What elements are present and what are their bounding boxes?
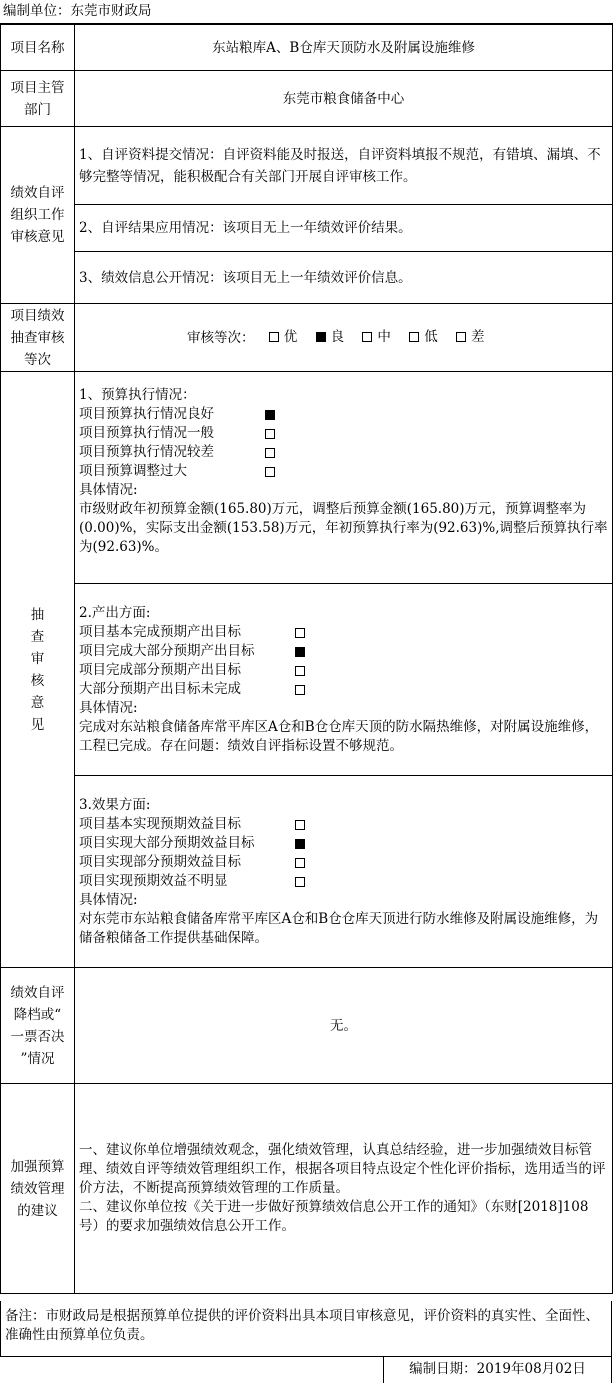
suggestion-label [1, 1084, 75, 1294]
effect-title: 3.效果方面: [79, 797, 151, 813]
suggestion-item-2: 二、建议你单位按《关于进一步做好预算绩效信息公开工作的通知》（东财[2018]108号）的要求加强绩效信息公开工作。 [79, 1199, 589, 1234]
row-audit-opinion-3 [1, 252, 613, 304]
footer-note: 备注：市财政局是根据预算单位提供的评价资料出具本项目审核意见，评价资料的真实性、全面性、准确性由预算单位负责。 [0, 1301, 612, 1357]
department-value: 东莞市粮食储备中心 [75, 71, 613, 127]
output-option[interactable]: 大部分预期产出目标未完成 [79, 680, 608, 699]
compiling-date: 编制日期：2019年08月02日 [383, 1357, 612, 1383]
effect-option[interactable]: 项目实现大部分预期效益目标 [79, 834, 608, 853]
grade-label [1, 304, 75, 372]
audit-opinion-item-1: 1、自评资料提交情况：自评资料能及时报送，自评资料填报不规范，有错填、漏填、不够完整等情况，能积极配合有关部门开展自评审核工作。 [75, 127, 613, 205]
effect-option[interactable]: 项目基本实现预期效益目标 [79, 815, 608, 834]
downgrade-label-line3: 一票否决 [10, 1028, 65, 1045]
budget-option[interactable]: 项目预算执行情况较差 [79, 443, 608, 462]
output-detail-label: 具体情况: [79, 700, 138, 716]
sampling-label-char: 意 [30, 694, 45, 711]
budget-option[interactable]: 项目预算执行情况一般 [79, 424, 608, 443]
suggestion-label-line3: 的建议 [17, 1202, 58, 1219]
budget-title: 1、预算执行情况： [79, 387, 196, 403]
review-table [0, 24, 613, 1294]
effect-option[interactable]: 项目实现部分预期效益目标 [79, 853, 608, 872]
project-name-value: 东站粮库A、B仓库天顶防水及附属设施维修 [75, 25, 613, 71]
grade-option-poor[interactable]: 差 [456, 328, 485, 346]
grade-option-excellent[interactable]: 优 [269, 328, 298, 346]
sampling-label-char: 抽 [30, 606, 45, 623]
checkbox-icon [295, 839, 305, 849]
row-department [1, 71, 613, 127]
budget-option[interactable]: 项目预算执行情况良好 [79, 405, 608, 424]
row-grade [1, 304, 613, 372]
grade-label-line3: 等次 [24, 351, 51, 368]
checkbox-icon [265, 467, 275, 477]
checkbox-icon [265, 410, 275, 420]
grade-option-low[interactable]: 低 [409, 328, 438, 346]
checkbox-icon [295, 820, 305, 830]
grade-prefix: 审核等次： [187, 330, 255, 346]
audit-opinion-item-3: 3、绩效信息公开情况：该项目无上一年绩效评价信息。 [75, 252, 613, 304]
grade-label-line2: 抽查审核 [10, 329, 65, 346]
row-downgrade [1, 968, 613, 1084]
audit-opinion-label [1, 127, 75, 304]
audit-label-line2: 组织工作 [10, 207, 65, 223]
audit-label-line1: 绩效自评 [10, 185, 65, 201]
suggestion-value [75, 1084, 613, 1294]
sampling-label-char: 查 [30, 628, 45, 645]
department-label-line2: 部门 [24, 101, 51, 118]
checkbox-icon [265, 429, 275, 439]
checkbox-icon [409, 332, 419, 342]
output-title: 2.产出方面: [79, 605, 151, 621]
row-sampling-budget [1, 372, 613, 584]
output-option[interactable]: 项目完成部分预期产出目标 [79, 661, 608, 680]
sampling-label-char: 核 [30, 672, 45, 689]
downgrade-label-line4: ”情况 [20, 1050, 55, 1067]
grade-value [75, 304, 613, 372]
suggestion-label-line2: 绩效管理 [10, 1180, 65, 1197]
row-sampling-output [1, 584, 613, 776]
output-option[interactable]: 项目完成大部分预期产出目标 [79, 642, 608, 661]
effect-option[interactable]: 项目实现预期效益不明显 [79, 872, 608, 891]
sampling-label-char: 见 [30, 716, 45, 733]
project-name-label: 项目名称 [1, 25, 75, 71]
suggestion-label-line1: 加强预算 [10, 1158, 65, 1175]
department-label-line1: 项目主管 [10, 79, 65, 96]
suggestion-item-1: 一、建议你单位增强绩效观念，强化绩效管理，认真总结经验，进一步加强绩效目标管理、绩效自评等绩效管理组织工作，根据各项目特点设定个性化评价指标，选用适当的评价方法，不断提高预算绩效管理的工作质量。 [79, 1142, 606, 1196]
output-option[interactable]: 项目基本完成预期产出目标 [79, 623, 608, 642]
sampling-label [1, 372, 75, 968]
row-project-name [1, 25, 613, 71]
grade-option-good[interactable]: 良 [316, 328, 345, 346]
budget-option[interactable]: 项目预算调整过大 [79, 462, 608, 481]
checkbox-icon [316, 332, 326, 342]
sampling-label-char: 审 [30, 650, 45, 667]
row-audit-opinion-2 [1, 205, 613, 252]
effect-detail-label: 具体情况: [79, 892, 138, 908]
output-section [75, 584, 613, 776]
downgrade-label-line2: 降档或“ [13, 1006, 62, 1023]
downgrade-value: 无。 [75, 968, 613, 1084]
budget-detail-label: 具体情况: [79, 482, 138, 498]
budget-section [75, 372, 613, 584]
checkbox-icon [456, 332, 466, 342]
checkbox-icon [295, 628, 305, 638]
grade-option-medium[interactable]: 中 [362, 328, 391, 346]
checkbox-icon [295, 877, 305, 887]
budget-detail: 市级财政年初预算金额(165.80)万元，调整后预算金额(165.80)万元，预算调整率为(0.00)%，实际支出金额(153.58)万元，年初预算执行率为(92.63)%,调整后预算执行率为(92.63)%。 [79, 501, 608, 555]
checkbox-icon [362, 332, 372, 342]
checkbox-icon [269, 332, 279, 342]
checkbox-icon [295, 647, 305, 657]
audit-opinion-item-2: 2、自评结果应用情况：该项目无上一年绩效评价结果。 [75, 205, 613, 252]
row-sampling-effect [1, 776, 613, 968]
grade-label-line1: 项目绩效 [10, 307, 65, 324]
checkbox-icon [295, 685, 305, 695]
output-detail: 完成对东站粮食储备库常平库区A仓和B仓仓库天顶的防水隔热维修，对附属设施维修，工程已完成。存在问题：绩效自评指标设置不够规范。 [79, 719, 599, 754]
effect-detail: 对东莞市东站粮食储备库常平库区A仓和B仓仓库天顶进行防水维修及附属设施维修，为储备粮储备工作提供基础保障。 [79, 911, 599, 946]
department-label [1, 71, 75, 127]
row-suggestion [1, 1084, 613, 1294]
downgrade-label [1, 968, 75, 1084]
checkbox-icon [265, 448, 275, 458]
checkbox-icon [295, 666, 305, 676]
audit-label-line3: 审核意见 [10, 229, 65, 245]
effect-section [75, 776, 613, 968]
row-audit-opinion-1 [1, 127, 613, 205]
checkbox-icon [295, 858, 305, 868]
downgrade-label-line1: 绩效自评 [10, 984, 65, 1001]
compiling-unit: 编制单位：东莞市财政局 [0, 0, 613, 24]
